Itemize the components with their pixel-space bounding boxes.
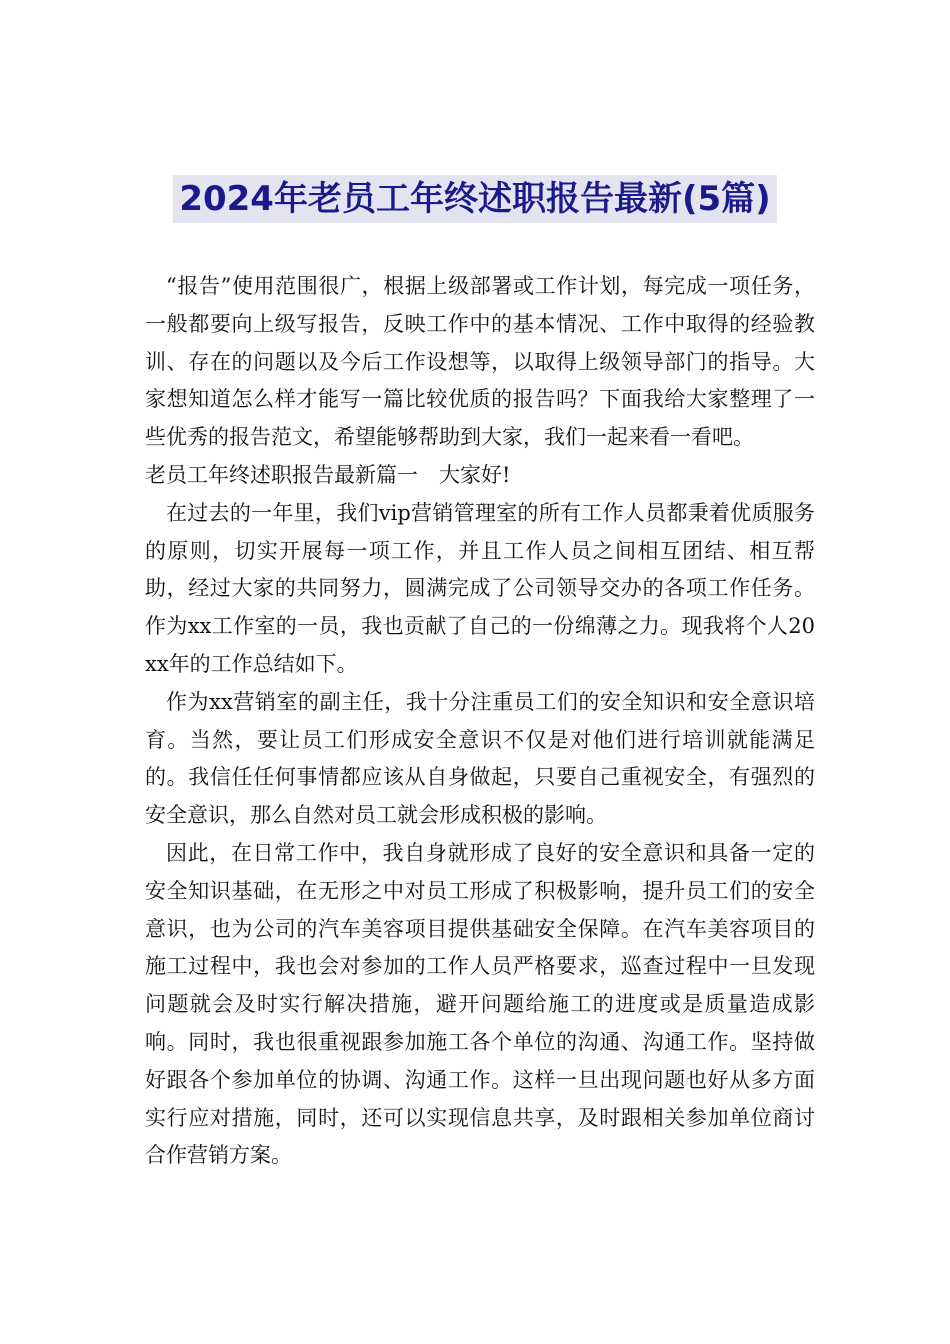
body-paragraph: 因此，在日常工作中，我自身就形成了良好的安全意识和具备一定的安全知识基础，在无形之中对员工形成了积极影响，提升员工们的安全意识，也为公司的汽车美容项目提供基础安全保障。在汽车美容项目的施工过程中，我也会对参加的工作人员严格要求，巡查过程中一旦发现问题就会及时实行解决措施，避开问题给施工的进度或是质量造成影响。同时，我也很重视跟参加施工各个单位的沟通、沟通工作。坚持做好跟各个参加单位的协调、沟通工作。这样一旦出现问题也好从多方面实行应对措施，同时，还可以实现信息共享，及时跟相关参加单位商讨合作营销方案。 bbox=[145, 840, 815, 1168]
title-container bbox=[0, 175, 950, 223]
body-paragraph: 在过去的一年里，我们vip营销管理室的所有工作人员都秉着优质服务的原则，切实开展每一项工作，并且工作人员之间相互团结、相互帮助，经过大家的共同努力，圆满完成了公司领导交办的各项工作任务。作为xx工作室的一员，我也贡献了自己的一份绵薄之力。现我将个人20xx年的工作总结如下。 bbox=[145, 500, 815, 676]
body-paragraph: 作为xx营销室的副主任，我十分注重员工们的安全知识和安全意识培育。当然，要让员工们形成安全意识不仅是对他们进行培训就能满足的。我信任任何事情都应该从自身做起，只要自己重视安全，有强烈的安全意识，那么自然对员工就会形成积极的影响。 bbox=[145, 689, 815, 828]
document-body bbox=[145, 268, 815, 1175]
section-heading: 老员工年终述职报告最新篇一 大家好! bbox=[145, 462, 511, 487]
document-title: 2024年老员工年终述职报告最新(5篇) bbox=[173, 175, 776, 223]
intro-paragraph: “报告”使用范围很广，根据上级部署或工作计划，每完成一项任务，一般都要向上级写报告，反映工作中的基本情况、工作中取得的经验教训、存在的问题以及今后工作设想等，以取得上级领导部门的指导。大家想知道怎么样才能写一篇比较优质的报告吗？下面我给大家整理了一些优秀的报告范文，希望能够帮助到大家，我们一起来看一看吧。 bbox=[145, 274, 815, 450]
